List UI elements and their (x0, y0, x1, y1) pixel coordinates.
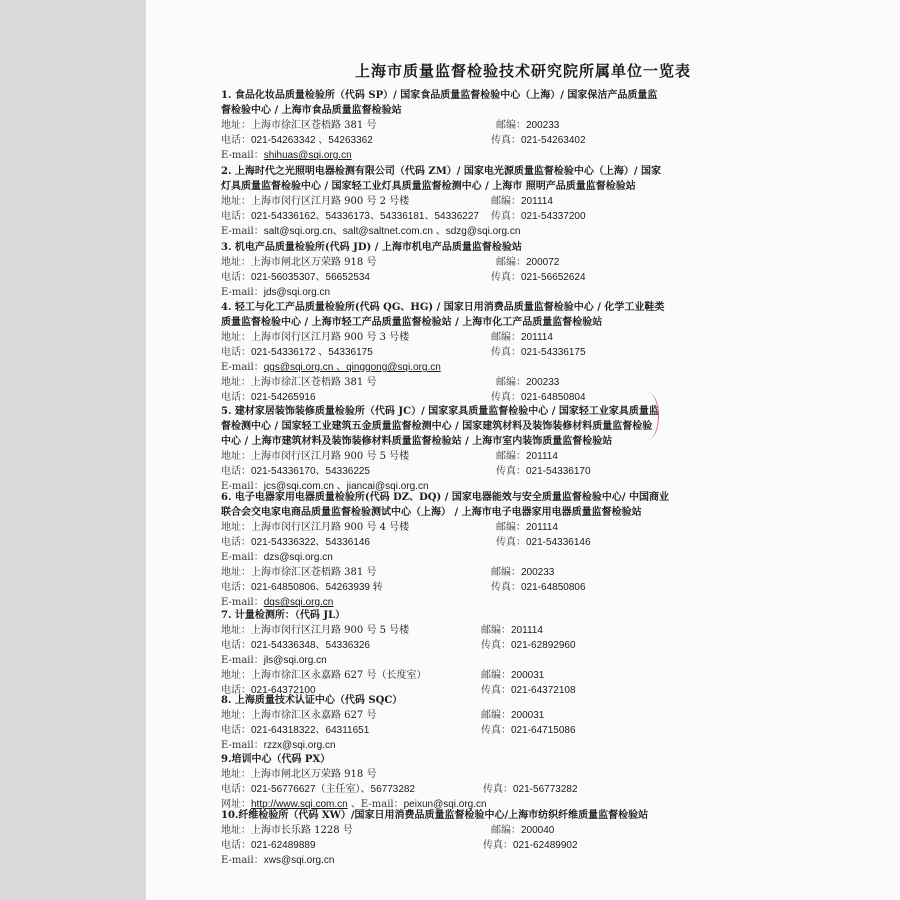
address: 上海市徐汇区苍梧路 381 号 (251, 567, 377, 578)
phone: 021-54265916 (251, 392, 316, 403)
address: 上海市闵行区江月路 900 号 2 号楼 (251, 196, 410, 207)
phone: 021-64318322、64311651 (251, 725, 370, 736)
address: 上海市徐汇区永嘉路 627 号（长度室） (251, 670, 427, 681)
address-row: 地址：上海市闵行区江月路 900 号 2 号楼 邮编：201114 (221, 196, 553, 207)
email-row: E-mail：jls@sqi.org.cn (221, 655, 327, 666)
phone: 021-54263342 、54263362 (251, 135, 373, 146)
unit-heading: 中心 / 上海市建筑材料及装饰装修材料质量监督检验站 / 上海市室内装饰质量监督检验站 (221, 436, 613, 447)
address-row: 地址：上海市闸北区万荣路 918 号 邮编：200072 (221, 257, 560, 268)
postal-code: 邮编：200233 (496, 377, 560, 388)
phone: 021-64850806、54263939 转 (251, 582, 383, 593)
email-link[interactable]: salt@sqi.org.cn、salt@saltnet.com.cn 、sdzg@sqi.org.cn (263, 226, 521, 237)
address-row: 地址：上海市徐汇区苍梧路 381 号 邮编：200233 (221, 120, 560, 131)
email-link[interactable]: xws@sqi.org.cn (263, 855, 335, 866)
email-row: E-mail：shihuas@sqi.org.cn (221, 150, 352, 161)
address: 上海市闸北区万荣路 918 号 (251, 769, 377, 780)
fax: 传真：021-54336175 (491, 347, 586, 358)
postal-code: 邮编：200072 (496, 257, 560, 268)
unit-heading: 1. 食品化妆品质量检验所（代码 SP）/ 国家食品质量监督检验中心（上海）/ 国家保洁产品质量监 (221, 90, 658, 101)
email-link[interactable]: peixun@sqi.org.cn (403, 799, 487, 810)
phone-row-2: 电话：021-64372100 传真：021-64372108 (221, 685, 576, 696)
fax: 传真：021-56773282 (483, 784, 578, 795)
postal-code: 邮编：201114 (496, 522, 558, 533)
postal-code: 邮编：200233 (496, 120, 560, 131)
email-link[interactable]: jcs@sqi.com.cn 、jiancai@sqi.org.cn (263, 481, 429, 492)
unit-heading: 6. 电子电器家用电器质量检验所(代码 DZ、DQ) / 国家电器能效与安全质量监督检验中心/ 中国商业 (221, 492, 669, 503)
address: 上海市徐汇区苍梧路 381 号 (251, 377, 377, 388)
email-link[interactable]: jls@sqi.org.cn (263, 655, 327, 666)
unit-heading: 2. 上海时代之光照明电器检测有限公司（代码 ZM）/ 国家电光源质量监督检验中心（上海）/ 国家 (221, 166, 662, 177)
address-row: 地址：上海市徐汇区永嘉路 627 号 邮编：200031 (221, 710, 545, 721)
address-row-2: 地址：上海市徐汇区永嘉路 627 号（长度室） 邮编：200031 (221, 670, 545, 681)
phone: 021-54336322、54336146 (251, 537, 370, 548)
postal-code: 邮编：200031 (481, 710, 545, 721)
unit-heading: 7. 计量检测所：（代码 JL） (221, 610, 346, 621)
address: 上海市徐汇区永嘉路 627 号 (251, 710, 377, 721)
unit-10 (221, 808, 691, 868)
unit-heading: 质量监督检验中心 / 上海市轻工产品质量监督检验站 / 上海市化工产品质量监督检验站 (221, 317, 603, 328)
phone-row: 电话：021-56035307、56652534 传真：021-56652624 (221, 272, 586, 283)
email-link[interactable]: dzs@sqi.org.cn (263, 552, 333, 563)
page-title: 上海市质量监督检验技术研究院所属单位一览表 (354, 62, 691, 80)
email-row: E-mail：dzs@sqi.org.cn (221, 552, 333, 563)
unit-9 (221, 752, 691, 812)
phone-row: 电话：021-54336162、54336173、54336181、54336227 传真：021-54337200 (221, 211, 586, 222)
email-link[interactable]: shihuas@sqi.org.cn (263, 150, 352, 161)
web-row: 网址：http://www.sqi.com.cn 、E-mail：peixun@sqi.org.cn (221, 799, 487, 810)
phone: 021-64372100 (251, 685, 316, 696)
website-link[interactable]: http://www.sqi.com.cn (251, 799, 348, 810)
postal-code: 邮编：201114 (481, 625, 543, 636)
address-row-2: 地址：上海市徐汇区苍梧路 381 号 邮编：200233 (221, 377, 560, 388)
postal-code: 邮编：201114 (496, 451, 558, 462)
email-link[interactable]: dqs@sqi.org.cn (263, 597, 334, 608)
address-row: 地址：上海市闵行区江月路 900 号 4 号楼 邮编：201114 (221, 522, 558, 533)
postal-code: 邮编：200233 (491, 567, 555, 578)
email-row: E-mail：rzzx@sqi.org.cn (221, 740, 336, 751)
unit-heading: 联合会交电家电商品质量监督检验测试中心（上海） / 上海市电子电器家用电器质量监督检验站 (221, 507, 642, 518)
unit-heading: 10.纤维检验所（代码 XW）/国家日用消费品质量监督检验中心/上海市纺织纤维质量监督检验站 (221, 810, 649, 821)
address: 上海市闵行区江月路 900 号 4 号楼 (251, 522, 410, 533)
address: 上海市长乐路 1228 号 (251, 825, 353, 836)
postal-code: 邮编：201114 (491, 196, 553, 207)
email-row: E-mail：qgs@sqi.org.cn 、qinggong@sqi.org.cn (221, 362, 441, 373)
unit-4 (221, 300, 691, 405)
phone-row: 电话：021-62489889 传真：021-62489902 (221, 840, 578, 851)
fax: 传真：021-54263402 (491, 135, 586, 146)
email-link[interactable]: jds@sqi.org.cn (263, 287, 331, 298)
address: 上海市闵行区江月路 900 号 5 号楼 (251, 625, 410, 636)
fax: 传真：021-54337200 (491, 211, 586, 222)
address-row: 地址：上海市闵行区江月路 900 号 5 号楼 邮编：201114 (221, 625, 543, 636)
fax: 传真：021-56652624 (491, 272, 586, 283)
email-row: E-mail：xws@sqi.org.cn (221, 855, 335, 866)
email-row-2: E-mail：dqs@sqi.org.cn (221, 597, 334, 608)
email-link[interactable]: rzzx@sqi.org.cn (263, 740, 336, 751)
phone: 021-54336348、54336326 (251, 640, 370, 651)
fax: 传真：021-64715086 (481, 725, 576, 736)
phone: 021-54336172 、54336175 (251, 347, 373, 358)
unit-heading: 8. 上海质量技术认证中心（代码 SQC） (221, 695, 403, 706)
postal-code: 邮编：200031 (481, 670, 545, 681)
phone-row: 电话：021-56776627（主任室）、56773282 传真：021-56773282 (221, 784, 578, 795)
phone-row-2: 电话：021-64850806、54263939 转 传真：021-64850806 (221, 582, 586, 593)
address: 上海市闸北区万荣路 918 号 (251, 257, 377, 268)
phone-row: 电话：021-54336170、54336225 传真：021-54336170 (221, 466, 591, 477)
email-link[interactable]: qgs@sqi.org.cn 、qinggong@sqi.org.cn (263, 362, 441, 373)
address: 上海市闵行区江月路 900 号 3 号楼 (251, 332, 410, 343)
address-row: 地址：上海市长乐路 1228 号 邮编：200040 (221, 825, 555, 836)
unit-heading: 4. 轻工与化工产品质量检验所(代码 QG、HG) / 国家日用消费品质量监督检验中心 / 化学工业鞋类 (221, 302, 665, 313)
fax: 传真：021-64372108 (481, 685, 576, 696)
postal-code: 邮编：201114 (491, 332, 553, 343)
address: 上海市闵行区江月路 900 号 5 号楼 (251, 451, 410, 462)
phone: 021-54336170、54336225 (251, 466, 370, 477)
postal-code: 邮编：200040 (491, 825, 555, 836)
phone: 021-56776627（主任室）、56773282 (251, 784, 415, 795)
fax: 传真：021-62892960 (481, 640, 576, 651)
phone: 021-62489889 (251, 840, 316, 851)
unit-heading: 督检测中心 / 国家轻工业建筑五金质量监督检测中心 / 国家建筑材料及装饰装修材料质量监督检验 (221, 421, 653, 432)
address-row: 地址：上海市闵行区江月路 900 号 3 号楼 邮编：201114 (221, 332, 553, 343)
unit-1 (221, 88, 691, 163)
unit-heading: 5. 建材家居装饰装修质量检验所（代码 JC）/ 国家家具质量监督检验中心 / 国家轻工业家具质量监 (221, 406, 659, 417)
phone-row-2: 电话：021-54265916 传真：021-64850804 (221, 392, 586, 403)
fax: 传真：021-54336170 (496, 466, 591, 477)
email-row: E-mail：salt@sqi.org.cn、salt@saltnet.com.cn 、sdzg@sqi.org.cn (221, 226, 521, 237)
fax: 传真：021-64850806 (491, 582, 586, 593)
unit-2 (221, 164, 691, 239)
fax: 传真：021-62489902 (483, 840, 578, 851)
phone-row: 电话：021-64318322、64311651 传真：021-64715086 (221, 725, 576, 736)
email-row: E-mail：jcs@sqi.com.cn 、jiancai@sqi.org.cn (221, 481, 429, 492)
email-row: E-mail：jds@sqi.org.cn (221, 287, 331, 298)
address: 上海市徐汇区苍梧路 381 号 (251, 120, 377, 131)
address-row-2: 地址：上海市徐汇区苍梧路 381 号 邮编：200233 (221, 567, 555, 578)
unit-5 (221, 404, 691, 494)
address-row: 地址：上海市闸北区万荣路 918 号 (221, 769, 377, 780)
unit-heading: 灯具质量监督检验中心 / 国家轻工业灯具质量监督检测中心 / 上海市 照明产品质量监督检验站 (221, 181, 636, 192)
phone: 021-56035307、56652534 (251, 272, 370, 283)
unit-heading: 9.培训中心（代码 PX） (221, 754, 331, 765)
phone-row: 电话：021-54336172 、54336175 传真：021-54336175 (221, 347, 586, 358)
phone-row: 电话：021-54336348、54336326 传真：021-62892960 (221, 640, 576, 651)
unit-3 (221, 240, 691, 300)
unit-7 (221, 608, 691, 698)
unit-6 (221, 490, 691, 610)
phone-row: 电话：021-54263342 、54263362 传真：021-54263402 (221, 135, 586, 146)
fax: 传真：021-54336146 (496, 537, 591, 548)
address-row: 地址：上海市闵行区江月路 900 号 5 号楼 邮编：201114 (221, 451, 558, 462)
unit-8 (221, 693, 691, 753)
fax: 传真：021-64850804 (491, 392, 586, 403)
phone-row: 电话：021-54336322、54336146 传真：021-54336146 (221, 537, 591, 548)
unit-heading: 督检验中心 / 上海市食品质量监督检验站 (221, 105, 402, 116)
phone: 021-54336162、54336173、54336181、54336227 (251, 211, 479, 222)
pen-mark (636, 392, 659, 440)
unit-heading: 3. 机电产品质量检验所(代码 JD) / 上海市机电产品质量监督检验站 (221, 242, 522, 253)
